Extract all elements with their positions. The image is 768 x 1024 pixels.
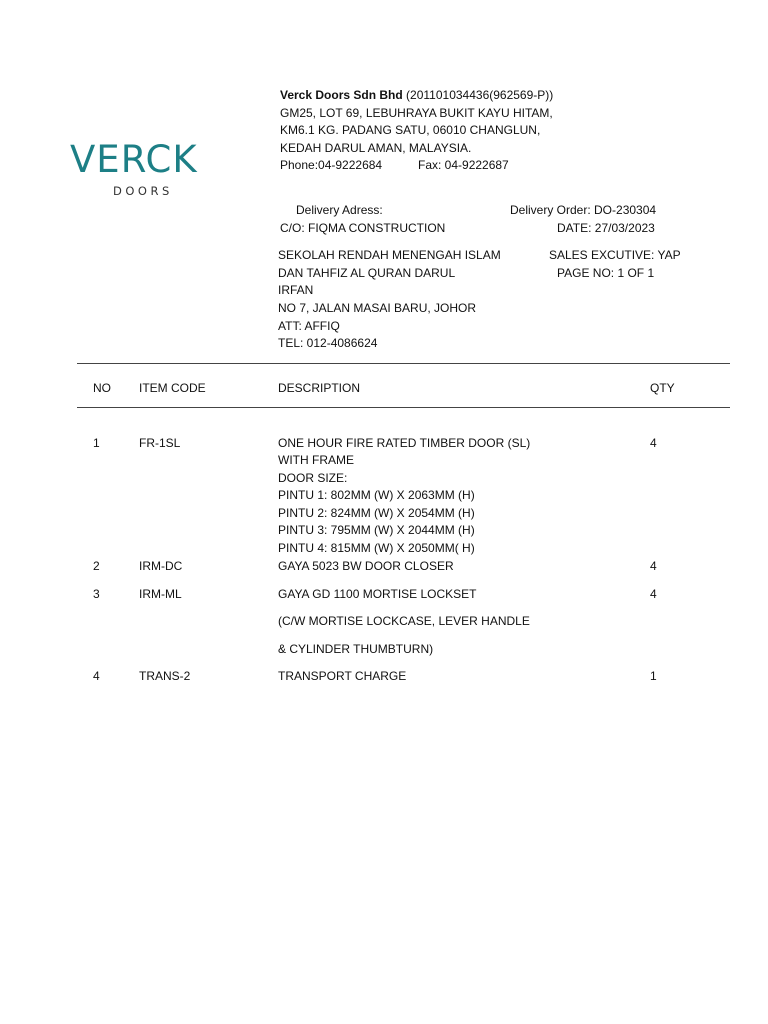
column-header-no: NO [93, 381, 111, 395]
row-number: 3 [93, 587, 100, 601]
row-number: 1 [93, 436, 100, 450]
column-header-item-code: ITEM CODE [139, 381, 206, 395]
company-registration: (201101034436(962569-P)) [406, 88, 554, 102]
row-description-line: PINTU 4: 815MM (W) X 2050MM( H) [278, 541, 475, 555]
company-phone: Phone:04-9222684 [280, 158, 383, 172]
delivery-address-line-2: DAN TAHFIZ AL QURAN DARUL [278, 266, 456, 280]
row-item-code: IRM-ML [139, 587, 182, 601]
table-header-rule [77, 407, 730, 408]
row-description-line: PINTU 3: 795MM (W) X 2044MM (H) [278, 523, 475, 537]
row-description-line: & CYLINDER THUMBTURN) [278, 642, 434, 656]
delivery-telephone: TEL: 012-4086624 [278, 336, 378, 350]
company-address-line-2: KM6.1 KG. PADANG SATU, 06010 CHANGLUN, [280, 123, 541, 137]
delivery-attention: ATT: AFFIQ [278, 319, 340, 333]
delivery-address-label: Delivery Adress: [296, 203, 383, 217]
row-quantity: 4 [650, 436, 657, 450]
row-description-line: GAYA 5023 BW DOOR CLOSER [278, 559, 454, 573]
row-description-line: DOOR SIZE: [278, 471, 348, 485]
row-description-line: TRANSPORT CHARGE [278, 669, 407, 683]
row-item-code: IRM-DC [139, 559, 183, 573]
company-logo-subtitle: DOORS [113, 184, 173, 198]
table-top-rule [77, 363, 730, 364]
company-logo-wordmark: VERCK [70, 138, 198, 181]
row-description-line: ONE HOUR FIRE RATED TIMBER DOOR (SL) [278, 436, 531, 450]
row-item-code: TRANS-2 [139, 669, 191, 683]
row-description-line: PINTU 1: 802MM (W) X 2063MM (H) [278, 488, 475, 502]
company-header [280, 87, 553, 105]
row-description-line: WITH FRAME [278, 453, 354, 467]
company-name: Verck Doors Sdn Bhd [280, 88, 403, 102]
row-description-line: (C/W MORTISE LOCKCASE, LEVER HANDLE [278, 614, 530, 628]
delivery-care-of: C/O: FIQMA CONSTRUCTION [280, 221, 446, 235]
company-address-line-3: KEDAH DARUL AMAN, MALAYSIA. [280, 141, 472, 155]
row-description-line: PINTU 2: 824MM (W) X 2054MM (H) [278, 506, 475, 520]
order-date: DATE: 27/03/2023 [557, 221, 655, 235]
sales-executive: SALES EXCUTIVE: YAP [549, 248, 681, 262]
column-header-description: DESCRIPTION [278, 381, 361, 395]
row-item-code: FR-1SL [139, 436, 181, 450]
row-quantity: 1 [650, 669, 657, 683]
page-number: PAGE NO: 1 OF 1 [557, 266, 655, 280]
row-quantity: 4 [650, 587, 657, 601]
delivery-address-line-3: IRFAN [278, 283, 314, 297]
delivery-address-line-4: NO 7, JALAN MASAI BARU, JOHOR [278, 301, 477, 315]
column-header-qty: QTY [650, 381, 675, 395]
row-description-line: GAYA GD 1100 MORTISE LOCKSET [278, 587, 477, 601]
row-number: 4 [93, 669, 100, 683]
row-quantity: 4 [650, 559, 657, 573]
company-address-line-1: GM25, LOT 69, LEBUHRAYA BUKIT KAYU HITAM, [280, 106, 553, 120]
company-fax: Fax: 04-9222687 [418, 158, 509, 172]
delivery-order-number: Delivery Order: DO-230304 [510, 203, 657, 217]
delivery-address-line-1: SEKOLAH RENDAH MENENGAH ISLAM [278, 248, 501, 262]
row-number: 2 [93, 559, 100, 573]
